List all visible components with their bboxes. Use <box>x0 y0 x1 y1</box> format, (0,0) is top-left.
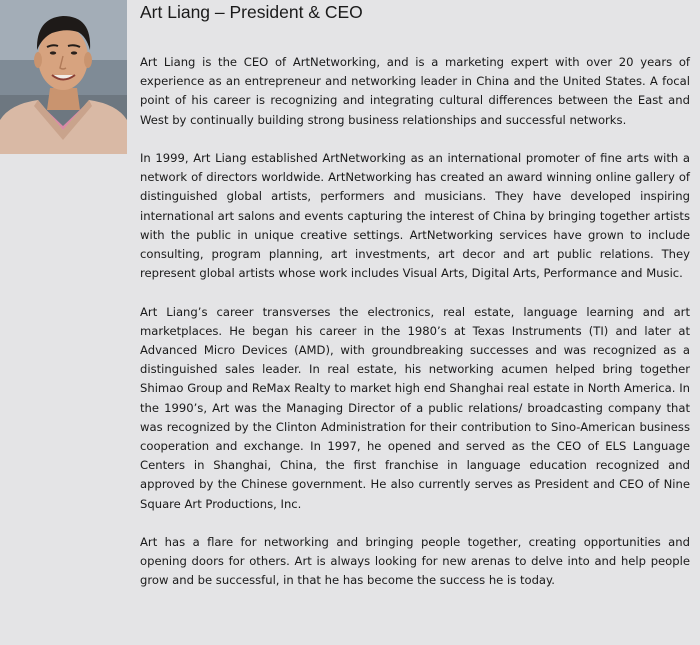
bio-paragraph: Art Liang’s career transverses the electronics, real estate, language learning and art marketplaces. He began his career in the 1980’s at Texas Instruments (TI) and later at Advanced Micro Devices (AMD), with groundbreaking successes and was recognized as a distinguished sales leader. In real estate, his networking acumen helped bring together Shimao Group and ReMax Realty to market high end Shanghai real estate in North America. In the 1990’s, Art was the Managing Director of a public relations/ broadcasting company that was recognized by the Clinton Administration for their contribution to Sino-American business cooperation and exchange. In 1997, he opened and served as the CEO of ELS Language Centers in Shanghai, China, the first franchise in language education recognized and approved by the Chinese government. He also currently serves as President and CEO of Nine Square Art Productions, Inc. <box>140 304 690 511</box>
bio-paragraph: Art Liang is the CEO of ArtNetworking, and is a marketing expert with over 20 years of experience as an entrepreneur and networking leader in China and the United States. A focal point of his career is recognizing and integrating cultural differences between the East and West by continually building strong business relationships and successful networks. <box>140 55 690 127</box>
profile-content <box>140 0 690 591</box>
bio-paragraph: In 1999, Art Liang established ArtNetworking as an international promoter of fine arts with a network of directors worldwide. ArtNetworking has created an award winning online gallery of distinguished global artists, performers and musicians. They have developed inspiring international art salons and events capturing the interest of China by bringing together artists with the public in unique creative settings. ArtNetworking services have grown to include consulting, program planning, art investments, art decor and art public relations. They represent global artists whose work includes Visual Arts, Digital Arts, Performance and Music. <box>140 151 690 281</box>
portrait-illustration <box>0 0 127 154</box>
biography <box>140 53 690 591</box>
page-title: Art Liang – President & CEO <box>140 2 363 22</box>
portrait-photo <box>0 0 127 154</box>
bio-paragraph: Art has a flare for networking and bringing people together, creating opportunities and opening doors for others. Art is always looking for new arenas to delve into and help people grow and be successful, in that he has become the success he is today. <box>140 535 690 588</box>
